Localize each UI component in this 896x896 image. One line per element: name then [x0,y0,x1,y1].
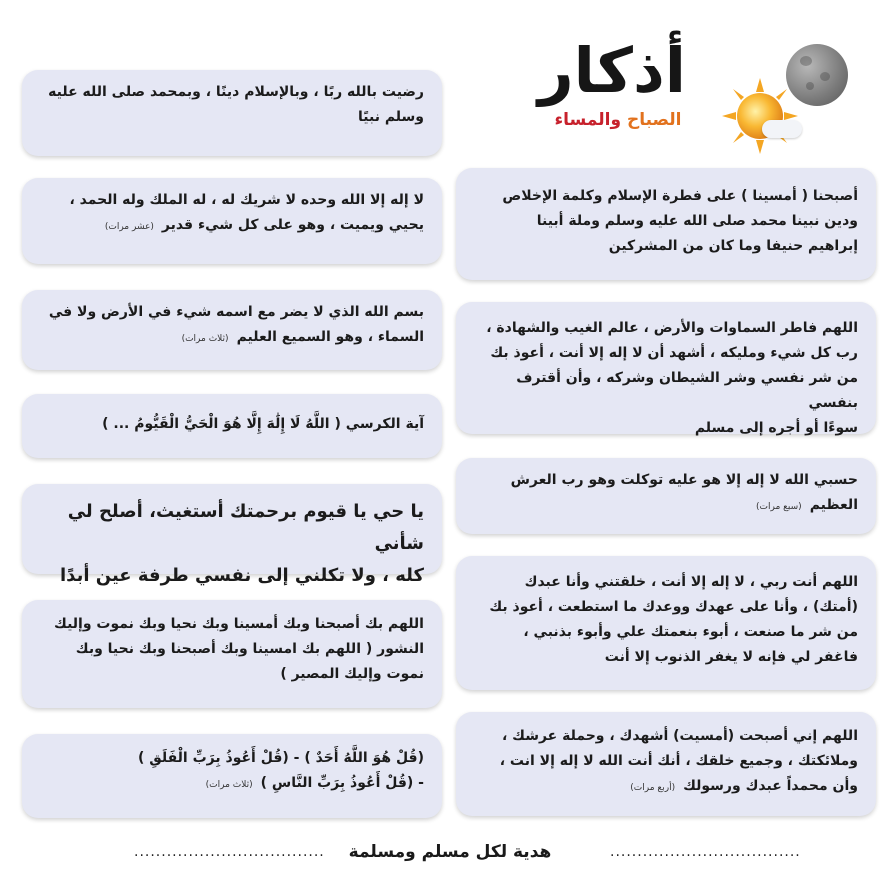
subtitle-morning: الصباح [626,110,682,130]
card-line: العظيم(سبع مرات) [756,497,858,513]
dhikr-card-left-5 [22,484,442,586]
dhikr-card-left-1 [22,70,442,156]
card-line: نموت وإليك المصير ) [280,666,424,682]
header [500,28,870,148]
repeat-count: (أربع مرات) [630,783,676,793]
card-line: (أمتك) ، وأنا على عهدك ووعدك ما استطعت ، أعوذ بك [489,599,858,615]
repeat-count: (سبع مرات) [756,502,802,512]
page-subtitle [518,108,718,132]
dhikr-card-left-2 [22,178,442,264]
card-line: ودين نبينا محمد صلى الله عليه وسلم وملة أبينا [536,213,858,229]
card-line: لا إله إلا الله وحده لا شريك له ، له الملك وله الحمد ، [69,192,424,208]
card-line: حسبي الله لا إله إلا هو عليه توكلت وهو رب العرش [510,472,858,488]
card-line: يحيي ويميت ، وهو على كل شيء قدير(عشر مرات) [104,217,424,233]
card-line: من شر نفسي وشر الشيطان وشركه ، وأن أقترف بنفسي [516,370,858,411]
card-line: اللهم بك أصبحنا وبك أمسينا وبك نحيا وبك نموت وإليك [54,616,424,632]
repeat-count: (عشر مرات) [104,222,154,232]
card-line: من شر ما صنعت ، أبوء بنعمتك علي وأبوء بذنبي ، [523,624,858,640]
card-line: كله ، ولا تكلني إلى نفسي طرفة عين أبدًا [60,565,424,586]
dhikr-card-left-4 [22,394,442,458]
card-line: أصبحنا ( أمسينا ) على فطرة الإسلام وكلمة الإخلاص [502,188,858,204]
dhikr-card-right-2 [456,302,876,434]
dhikr-card-left-7 [22,734,442,818]
card-line: اللهم فاطر السماوات والأرض ، عالم الغيب والشهادة ، [486,320,858,336]
sun-icon [722,78,798,154]
dhikr-card-right-1 [456,168,876,280]
card-line: رب كل شيء ومليكه ، أشهد أن لا إله إلا أنت ، أعوذ بك [490,345,858,361]
dhikr-card-left-3 [22,290,442,370]
card-line: (قُلْ هُوَ اللَّهُ أَحَدٌ ) - (قُلْ أَعُوذُ بِرَبِّ الْفَلَقِ ) [137,750,424,766]
card-line: وملائكتك ، وجميع خلقك ، أنك أنت الله لا إله إلا انت ، [499,753,858,769]
footer [0,838,896,872]
card-line: سوءًا أو أجره إلى مسلم [694,420,858,436]
card-line: يا حي يا قيوم برحمتك أستغيث، أصلح لي شأني [67,501,424,554]
dhikr-card-left-6 [22,600,442,708]
card-line: وأن محمداً عبدك ورسولك(أربع مرات) [630,778,858,794]
dhikr-card-right-4 [456,556,876,690]
card-line: بسم الله الذي لا يضر مع اسمه شيء في الأرض ولا في [48,304,424,320]
repeat-count: (ثلاث مرات) [205,780,253,790]
card-line: آية الكرسي ( اللَّهُ لَا إِلَٰهَ إِلَّا هُوَ الْحَيُّ الْقَيُّومُ ... ) [102,416,424,432]
footer-dots-right: ................................... [610,844,801,860]
cloud-icon [762,120,802,138]
dhikr-card-right-5 [456,712,876,816]
card-line: اللهم أنت ربي ، لا إله إلا أنت ، خلقتني وأنا عبدك [524,574,858,590]
repeat-count: (ثلاث مرات) [181,334,229,344]
card-line: إبراهيم حنيفا وما كان من المشركين [608,238,858,254]
card-line: فاغفر لي فإنه لا يغفر الذنوب إلا أنت [604,649,858,665]
dhikr-card-right-3 [456,458,876,534]
card-line: اللهم إني أصبحت (أمسيت) أشهدك ، وحملة عرشك ، [501,728,858,744]
card-line: رضيت بالله ربًا ، وبالإسلام دينًا ، وبمحمد صلى الله عليه [48,84,424,100]
card-line: وسلم نبيًا [358,109,424,125]
page-title: أذكار [537,34,687,107]
footer-dots-left: ................................... [134,844,325,860]
card-line: السماء ، وهو السميع العليم(ثلاث مرات) [181,329,424,345]
footer-text: هدية لكل مسلم ومسلمة [348,842,552,862]
card-line: النشور ( اللهم بك امسينا وبك أصبحنا وبك نحيا وبك [75,641,424,657]
card-line: - (قُلْ أَعُوذُ بِرَبِّ النَّاسِ )(ثلاث مرات) [205,775,424,791]
subtitle-evening: والمساء [554,110,622,130]
